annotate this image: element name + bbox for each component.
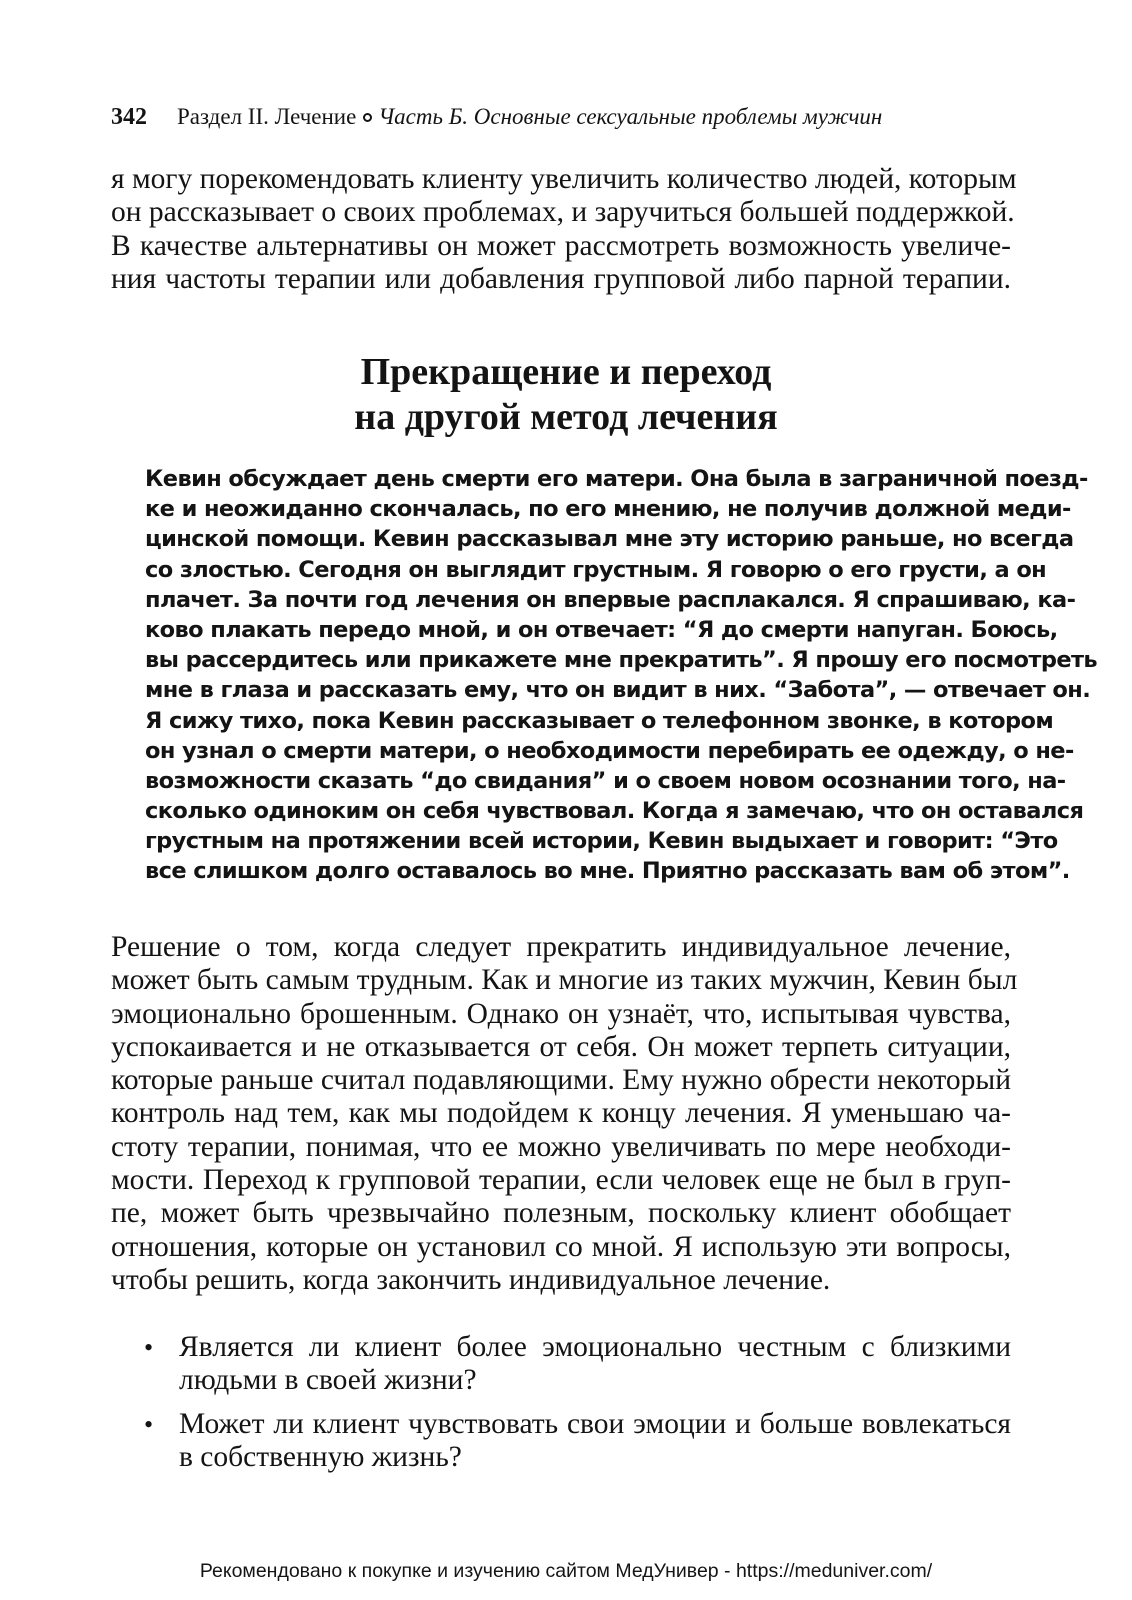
text-line: чтобы решить, когда закончить индивидуальное лечение. — [111, 1263, 831, 1296]
text-line: грустным на протяжении всей истории, Кевин выдыхает и говорит: “Это — [145, 828, 1058, 855]
text-line: Является ли клиент более эмоционально честным с близкими — [179, 1331, 1011, 1363]
heading-line: на другой метод лечения — [354, 396, 778, 438]
text-line: ке и неожиданно скончалась, по его мнению, не получив должной меди- — [145, 496, 1071, 523]
text-line: вы рассердитесь или прикажете мне прекратить”. Я прошу его посмотреть — [145, 647, 1098, 674]
text-line: Может ли клиент чувствовать свои эмоции и больше вовлекаться — [179, 1407, 1011, 1440]
page-number: 342 — [111, 104, 147, 130]
section-heading — [0, 350, 1132, 440]
text-line: сколько одиноким он себя чувствовал. Когда я замечаю, что он оставался — [145, 798, 1084, 825]
text-line: Кевин обсуждает день смерти его матери. Она была в заграничной поезд- — [145, 466, 1088, 492]
text-line: ния частоты терапии или добавления групповой либо парной терапии. — [111, 262, 1011, 295]
text-line: со злостью. Сегодня он выглядит грустным. Я говорю о его грусти, а он — [145, 556, 1047, 583]
text-line: мне в глаза и рассказать ему, что он видит в них. “Забота”, — отвечает он. — [145, 677, 1091, 704]
text-line: контроль над тем, как мы подойдем к концу лечения. Я уменьшаю ча- — [111, 1097, 1011, 1130]
text-line: людьми в своей жизни? — [179, 1364, 477, 1397]
paragraph-2 — [111, 931, 1018, 1297]
bullet-separator-icon — [363, 113, 372, 122]
header-part: Часть Б. Основные сексуальные проблемы мужчин — [378, 104, 883, 129]
text-line: он рассказывает о своих проблемах, и заручиться большей поддержкой. — [111, 196, 1015, 229]
bullet-icon: • — [144, 1333, 154, 1362]
text-line: ково плакать передо мной, и он отвечает: “Я до смерти напуган. Боюсь, — [145, 616, 1058, 643]
text-line: может быть самым трудным. Как и многие из таких мужчин, Кевин был — [111, 964, 1018, 997]
text-line: мости. Переход к групповой терапии, если человек еще не был в груп- — [111, 1164, 1011, 1197]
case-vignette — [145, 464, 1098, 887]
text-line: Я сижу тихо, пока Кевин рассказывает о телефонном звонке, в котором — [145, 707, 1054, 734]
text-line: которые раньше считал подавляющими. Ему нужно обрести некоторый — [111, 1064, 1011, 1097]
running-header — [111, 100, 1031, 134]
paragraph-1 — [111, 163, 1017, 296]
list-item — [111, 1408, 1011, 1475]
text-line: отношения, которые он установил со мной. Я использую эти вопросы, — [111, 1230, 1011, 1263]
header-section: Раздел II. Лечение — [177, 104, 357, 129]
bullet-icon: • — [144, 1409, 154, 1439]
text-line: стоту терапии, понимая, что ее можно увеличивать по мере необходи- — [111, 1130, 1011, 1163]
bullet-list — [111, 1331, 1011, 1484]
heading-line: Прекращение и переход — [360, 351, 772, 393]
list-item — [111, 1331, 1011, 1398]
text-line: он узнал о смерти матери, о необходимости перебирать ее одежду, о не- — [145, 737, 1074, 764]
text-line: успокаивается и не отказывается от себя. Он может терпеть ситуации, — [111, 1030, 1011, 1063]
footer-watermark: Рекомендовано к покупке и изучению сайтом МедУнивер - https://meduniver.com/ — [199, 1560, 933, 1582]
text-line: в собственную жизнь? — [179, 1440, 462, 1473]
text-line: цинской помощи. Кевин рассказывал мне эту историю раньше, но всегда — [145, 526, 1074, 553]
text-line: эмоционально брошенным. Однако он узнаёт, что, испытывая чувства, — [111, 997, 1011, 1030]
text-line: возможности сказать “до свидания” и о своем новом осознании того, на- — [145, 767, 1066, 794]
text-line: плачет. За почти год лечения он впервые расплакался. Я спрашиваю, ка- — [145, 586, 1076, 613]
text-line: я могу порекомендовать клиенту увеличить количество людей, которым — [111, 163, 1017, 195]
text-line: В качестве альтернативы он может рассмотреть возможность увеличе- — [111, 229, 1011, 262]
text-line: Решение о том, когда следует прекратить индивидуальное лечение, — [111, 931, 1011, 963]
text-line: все слишком долго оставалось во мне. Приятно рассказать вам об этом”. — [145, 858, 1070, 885]
text-line: пе, может быть чрезвычайно полезным, поскольку клиент обобщает — [111, 1197, 1011, 1230]
